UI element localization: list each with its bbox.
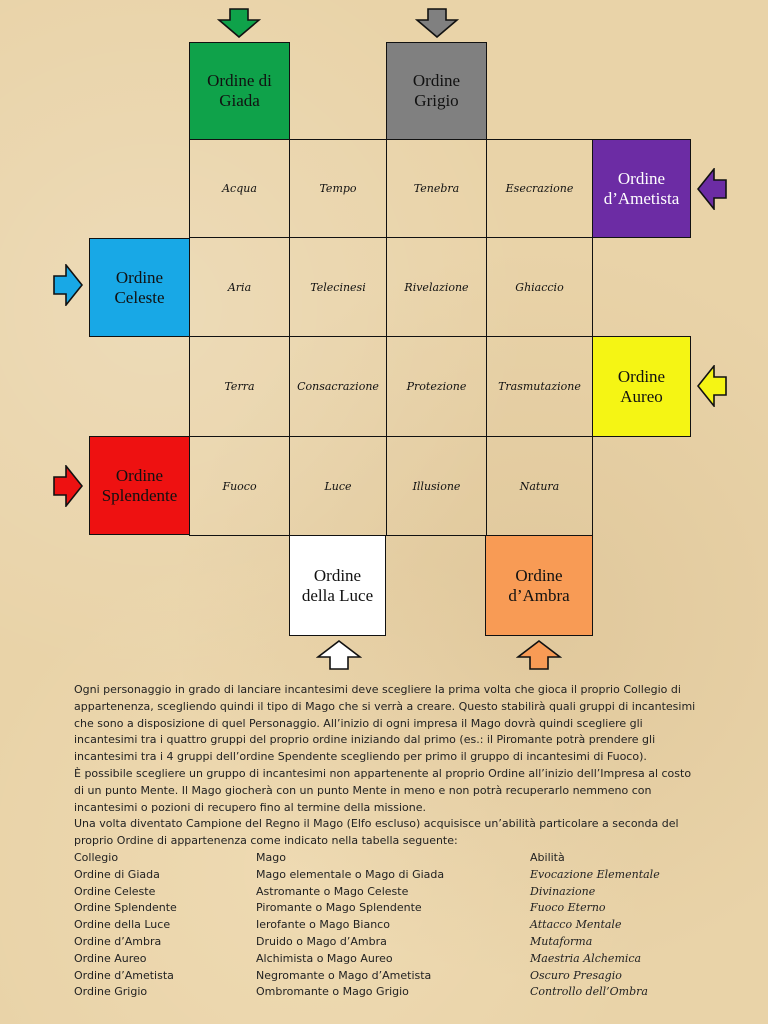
order-grigio-line2: Grigio: [414, 91, 459, 110]
paragraph: Ogni personaggio in grado di lanciare incantesimi deve scegliere la prima volta che gioca il proprio Collegio di appartenenza, scegliendo quindi il tipo di Mago che si verrà a creare. Questo stabilirà quali gruppi di incantesimi che sono a disposizione di quel Personaggio. All’inizio di ogni impresa il Mago dovrà quindi scegliere gli incantesimi tra i quattro gruppi del proprio ordine iniziando dal primo (es.: il Piromante potrà prendere gli incantesimi tra i 4 gruppi dell’ordine Spendente scegliendo per primo il gruppo di incantesimi di Fuoco).: [74, 683, 696, 764]
spell-cell: Luce: [289, 436, 387, 536]
cell-mago: Piromante o Mago Splendente: [256, 901, 422, 915]
cell-collegio: Ordine d’Ametista: [74, 968, 174, 982]
order-luce-box: [289, 535, 386, 636]
cell-abilita: Divinazione: [530, 884, 596, 898]
arrow-right-blue-icon: [53, 264, 83, 306]
header-abilita: Abilità: [530, 851, 565, 864]
order-ambra-line1: Ordine: [515, 565, 563, 585]
order-luce-line2: della Luce: [301, 585, 374, 605]
table-row: [74, 867, 714, 884]
table-row: [74, 900, 714, 917]
order-celeste-line2: Celeste: [114, 287, 165, 307]
cell-abilita: Controllo dell’Ombra: [530, 985, 648, 999]
cell-collegio: Ordine Celeste: [74, 884, 156, 898]
order-giada-line1: Ordine di: [207, 71, 272, 90]
arrow-up-orange-icon: [516, 640, 562, 670]
spell-cell: Natura: [486, 436, 593, 536]
cell-collegio: Ordine della Luce: [74, 918, 171, 932]
arrow-left-yellow-icon: [697, 365, 727, 407]
table-row: [74, 934, 714, 951]
order-celeste-line1: Ordine: [115, 267, 164, 287]
cell-abilita: Mutaforma: [530, 934, 593, 948]
order-aureo-line2: Aureo: [620, 386, 663, 406]
header-collegio: Collegio: [74, 851, 119, 864]
cell-mago: Alchimista o Mago Aureo: [256, 951, 393, 965]
order-ambra-box: [485, 535, 593, 636]
cell-mago: Ombromante o Mago Grigio: [256, 985, 409, 999]
paragraph: Una volta diventato Campione del Regno il Mago (Elfo escluso) acquisisce un’abilità particolare a seconda del proprio Ordine di appartenenza come indicato nella tabella seguente:: [74, 817, 679, 848]
order-grigio-line1: Ordine: [412, 71, 461, 90]
cell-abilita: Maestria Alchemica: [530, 951, 642, 965]
spell-cell: Aria: [189, 237, 290, 337]
order-splendente-line2: Splendente: [101, 485, 178, 505]
spell-cell: Tenebra: [386, 139, 487, 238]
cell-mago: Ierofante o Mago Bianco: [256, 918, 390, 932]
abilities-table: [74, 850, 714, 1001]
cell-mago: Negromante o Mago d’Ametista: [256, 968, 432, 982]
cell-collegio: Ordine di Giada: [74, 867, 160, 881]
spell-cell: Tempo: [289, 139, 387, 238]
spell-cell: Fuoco: [189, 436, 290, 536]
order-aureo-line1: Ordine: [617, 366, 666, 386]
spell-cell: Ghiaccio: [486, 237, 593, 337]
cell-collegio: Ordine d’Ambra: [74, 934, 162, 948]
cell-abilita: Oscuro Presagio: [530, 968, 622, 982]
order-giada-line2: Giada: [219, 91, 260, 110]
order-aureo-box: [592, 336, 691, 437]
cell-abilita: Evocazione Elementale: [530, 867, 660, 881]
spell-cell: Esecrazione: [486, 139, 593, 238]
cell-collegio: Ordine Splendente: [74, 901, 177, 915]
spell-cell: Protezione: [386, 336, 487, 437]
table-row: [74, 968, 714, 985]
header-mago: Mago: [256, 851, 286, 864]
spell-cell: Rivelazione: [386, 237, 487, 337]
order-ametista-line2: d’Ametista: [603, 188, 680, 208]
spell-cell: Illusione: [386, 436, 487, 536]
order-grigio-box: [386, 42, 487, 140]
cell-mago: Astromante o Mago Celeste: [256, 884, 409, 898]
order-ametista-box: [592, 139, 691, 238]
table-row: [74, 951, 714, 968]
spell-cell: Consacrazione: [289, 336, 387, 437]
cell-mago: Druido o Mago d’Ambra: [256, 934, 387, 948]
order-splendente-line1: Ordine: [115, 465, 164, 485]
spell-cell: Telecinesi: [289, 237, 387, 337]
spell-cell: Trasmutazione: [486, 336, 593, 437]
table-row: [74, 984, 714, 1001]
cell-mago: Mago elementale o Mago di Giada: [256, 867, 445, 881]
arrow-left-purple-icon: [697, 168, 727, 210]
cell-abilita: Fuoco Eterno: [530, 901, 606, 915]
arrow-down-green-icon: [217, 8, 261, 38]
order-ambra-line2: d’Ambra: [508, 585, 570, 605]
arrow-down-grey-icon: [415, 8, 459, 38]
paragraph: È possibile scegliere un gruppo di incantesimi non appartenente al proprio Ordine all’inizio dell’Impresa al costo di un punto Mente. Il Mago giocherà con un punto Mente in meno e non potrà recuperarlo nemmeno con incantesimi o pozioni di recupero fino al termine della missione.: [74, 766, 692, 814]
table-row: [74, 917, 714, 934]
table-header-row: [74, 850, 714, 867]
spell-cell: Terra: [189, 336, 290, 437]
spell-cell: Acqua: [189, 139, 290, 238]
order-celeste-box: [89, 238, 190, 337]
arrow-right-red-icon: [53, 465, 83, 507]
cell-collegio: Ordine Aureo: [74, 951, 147, 965]
order-ametista-line1: Ordine: [617, 168, 666, 188]
rules-text: [74, 682, 704, 850]
cell-collegio: Ordine Grigio: [74, 985, 148, 999]
cell-abilita: Attacco Mentale: [530, 918, 622, 932]
order-splendente-box: [89, 436, 190, 535]
arrow-up-white-icon: [316, 640, 362, 670]
table-row: [74, 884, 714, 901]
order-giada-box: [189, 42, 290, 140]
order-luce-line1: Ordine: [313, 565, 362, 585]
